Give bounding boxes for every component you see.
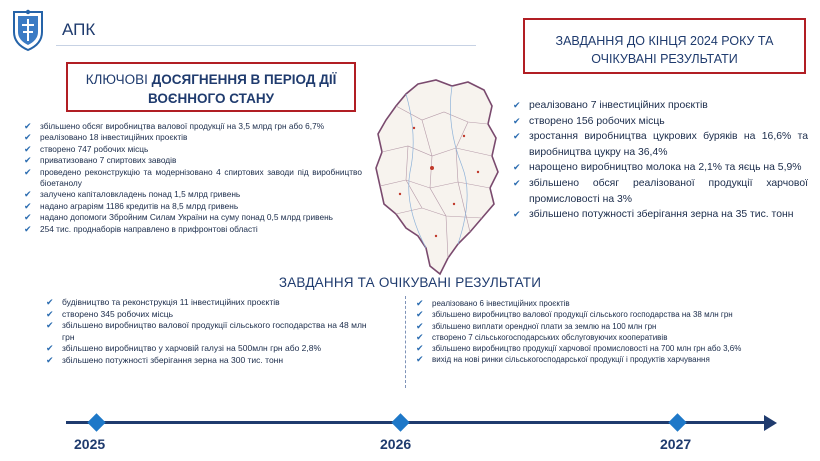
checkmark-bullet-icon: ✔	[46, 308, 54, 319]
checkmark-bullet-icon: ✔	[513, 131, 521, 142]
checkmark-bullet-icon: ✔	[416, 354, 424, 365]
header-divider	[56, 45, 476, 46]
tasks-2025-list	[46, 297, 368, 367]
checkmark-bullet-icon: ✔	[24, 223, 32, 234]
region-map-icon	[366, 76, 506, 280]
checkmark-bullet-icon: ✔	[416, 309, 424, 320]
list-item: ✔ реалізовано 7 інвестиційних проєктів	[513, 98, 808, 114]
checkmark-bullet-icon: ✔	[513, 209, 521, 220]
checkmark-bullet-icon: ✔	[46, 354, 54, 365]
list-item: ✔ вихід на нові ринки сільськогосподарської продукції і продуктів харчування	[416, 354, 710, 365]
checkmark-bullet-icon: ✔	[24, 132, 32, 143]
list-item: ✔ залучено капіталовкладень понад 1,5 млрд гривень	[24, 189, 241, 200]
list-item: ✔ збільшено виробництво продукції харчової промисловості на 700 млн грн або 3,6%	[416, 343, 742, 354]
achievements-title-normal: КЛЮЧОВІ	[85, 72, 148, 87]
list-item: ✔ збільшено потужності зберігання зерна на 300 тис. тонн	[46, 354, 284, 365]
checkmark-bullet-icon: ✔	[513, 162, 521, 173]
list-item: ✔ збільшено потужності зберігання зерна на 35 тис. тонн	[513, 207, 808, 223]
timeline-marker-2027	[668, 413, 686, 431]
checkmark-bullet-icon: ✔	[513, 100, 521, 110]
list-item: ✔ збільшено виробництво валової продукції сільського господарства на 38 млн грн	[416, 309, 733, 320]
checkmark-bullet-icon: ✔	[416, 298, 424, 308]
tasks-results-title: ЗАВДАННЯ ТА ОЧІКУВАНІ РЕЗУЛЬТАТИ	[278, 275, 542, 290]
list-item: ✔ надано допомоги Збройним Силам України на суму понад 0,5 млрд гривень	[24, 212, 333, 223]
list-item: ✔ зростання виробництва цукрових буряків на 16,6% та виробництва цукру на 36,4%	[513, 131, 808, 158]
checkmark-bullet-icon: ✔	[24, 143, 32, 154]
list-item: ✔ збільшено виробництво валової продукції сільського господарства на 48 млн грн	[46, 320, 367, 342]
achievements-list	[24, 121, 362, 235]
achievements-title-bold-1: ДОСЯГНЕННЯ В ПЕРІОД ДІЇ	[151, 72, 337, 87]
checkmark-bullet-icon: ✔	[416, 343, 424, 354]
list-item: ✔ збільшено обсяг виробництва валової продукції на 3,5 млрд грн або 6,7%	[24, 121, 325, 131]
checkmark-bullet-icon: ✔	[416, 320, 424, 331]
checkmark-bullet-icon: ✔	[513, 115, 521, 126]
tasks-2024-title-line2: ОЧІКУВАНІ РЕЗУЛЬТАТИ	[591, 52, 738, 66]
tasks-2024-title-box	[523, 18, 806, 74]
coat-of-arms-logo-icon	[10, 8, 46, 52]
timeline-marker-2025	[87, 413, 105, 431]
tasks-2024-list	[513, 98, 808, 223]
list-item: ✔ збільшено виробництво у харчовій галузі на 500млн грн або 2,8%	[46, 343, 322, 354]
list-item: ✔ створено 747 робочих місць	[24, 143, 149, 154]
timeline-year-2027: 2027	[660, 436, 692, 452]
tasks-2024-title-line1: ЗАВДАННЯ ДО КІНЦЯ 2024 РОКУ ТА	[555, 34, 774, 48]
list-item: ✔ приватизовано 7 спиртових заводів	[24, 155, 177, 166]
checkmark-bullet-icon: ✔	[24, 155, 32, 166]
checkmark-bullet-icon: ✔	[513, 177, 521, 188]
list-item: ✔ реалізовано 6 інвестиційних проєктів	[416, 298, 570, 308]
tasks-2027-list	[416, 298, 800, 366]
list-item: ✔ створено 156 робочих місць	[513, 114, 808, 130]
list-item: ✔ створено 345 робочих місць	[46, 308, 174, 319]
timeline-year-2026: 2026	[380, 436, 412, 452]
list-item: ✔ надано аграріям 1186 кредитів на 8,5 млрд гривень	[24, 200, 239, 211]
list-item: ✔ будівництво та реконструкція 11 інвестиційних проєктів	[46, 297, 280, 307]
list-item: ✔ нарощено виробництво молока на 2,1% та яєць на 5,9%	[513, 160, 808, 176]
checkmark-bullet-icon: ✔	[24, 121, 32, 131]
checkmark-bullet-icon: ✔	[24, 166, 32, 177]
list-item: ✔ збільшено обсяг реалізованої продукції харчової промисловості на 3%	[513, 177, 808, 205]
timeline-year-2025: 2025	[74, 436, 106, 452]
section-divider	[405, 296, 406, 388]
list-item: ✔ проведено реконструкцію та модернізовано 4 спиртових заводи під виробництво біоетанолу	[24, 166, 362, 189]
achievements-title-bold-2: ВОЄННОГО СТАНУ	[148, 91, 274, 106]
achievements-title-box	[66, 62, 356, 112]
page-title: АПК	[62, 20, 96, 39]
checkmark-bullet-icon: ✔	[46, 343, 54, 354]
list-item: ✔ 254 тис. проднаборів направлено в прифронтові області	[24, 223, 258, 234]
checkmark-bullet-icon: ✔	[24, 200, 32, 211]
checkmark-bullet-icon: ✔	[46, 320, 54, 331]
checkmark-bullet-icon: ✔	[46, 297, 54, 307]
list-item: ✔ реалізовано 18 інвестиційних проєктів	[24, 132, 188, 143]
list-item: ✔ створено 7 сільськогосподарських обслуговуючих кооперативів	[416, 331, 668, 342]
checkmark-bullet-icon: ✔	[24, 189, 32, 200]
list-item: ✔ збільшено виплати орендної плати за землю на 100 млн грн	[416, 320, 657, 331]
checkmark-bullet-icon: ✔	[24, 212, 32, 223]
timeline-line	[66, 421, 766, 424]
checkmark-bullet-icon: ✔	[416, 331, 424, 342]
timeline-marker-2026	[391, 413, 409, 431]
timeline-arrow-icon	[764, 415, 777, 431]
